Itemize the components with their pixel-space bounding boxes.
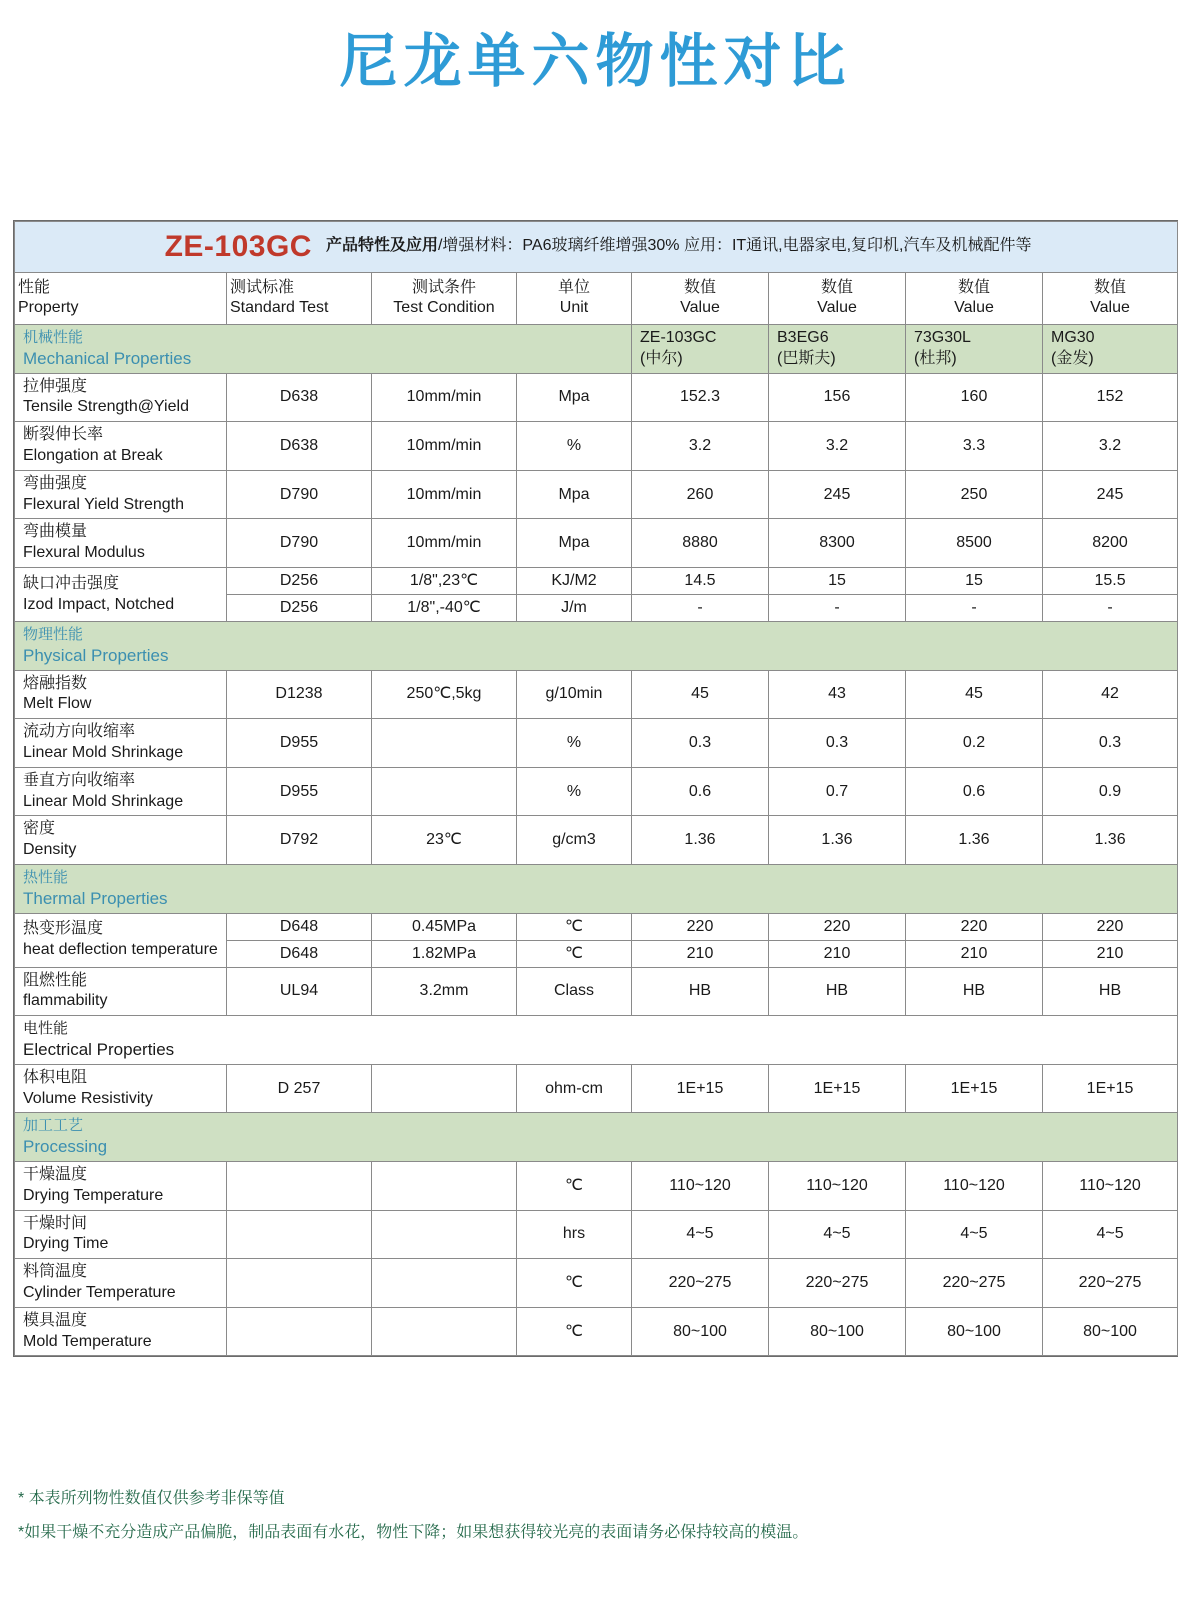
table-row: [15, 422, 1178, 471]
standard-test-cell: D638: [227, 422, 372, 471]
value-cell: 14.5: [632, 568, 769, 595]
test-condition-cell: 3.2mm: [372, 967, 517, 1016]
unit-cell: ℃: [517, 1162, 632, 1211]
section-header-row: [15, 325, 1178, 374]
value-cell: 8200: [1043, 519, 1178, 568]
value-cell: 0.9: [1043, 767, 1178, 816]
value-cell: HB: [769, 967, 906, 1016]
value-cell: 3.2: [769, 422, 906, 471]
section-header-row: [15, 1113, 1178, 1162]
table-row: [15, 1064, 1178, 1113]
value-cell: 110~120: [1043, 1162, 1178, 1211]
spec-table-container: [13, 220, 1178, 1357]
value-cell: 43: [769, 670, 906, 719]
header-unit: 单位 Unit: [517, 272, 632, 325]
value-cell: HB: [906, 967, 1043, 1016]
test-condition-cell: 1/8",-40℃: [372, 595, 517, 622]
value-cell: 1E+15: [769, 1064, 906, 1113]
value-cell: 8880: [632, 519, 769, 568]
standard-test-cell: [227, 1162, 372, 1211]
table-row: [15, 913, 1178, 940]
value-cell: 1.36: [1043, 816, 1178, 865]
value-cell: HB: [632, 967, 769, 1016]
value-cell: 1E+15: [1043, 1064, 1178, 1113]
unit-cell: Class: [517, 967, 632, 1016]
standard-test-cell: D790: [227, 470, 372, 519]
value-cell: 210: [1043, 940, 1178, 967]
value-cell: -: [632, 595, 769, 622]
table-row: [15, 373, 1178, 422]
unit-cell: ℃: [517, 1307, 632, 1356]
standard-test-cell: D 257: [227, 1064, 372, 1113]
value-cell: 80~100: [906, 1307, 1043, 1356]
unit-cell: %: [517, 422, 632, 471]
value-cell: 245: [1043, 470, 1178, 519]
footnotes: [18, 1482, 1168, 1549]
value-cell: 3.3: [906, 422, 1043, 471]
standard-test-cell: D1238: [227, 670, 372, 719]
property-label: 弯曲强度 Flexural Yield Strength: [15, 470, 227, 519]
test-condition-cell: 10mm/min: [372, 422, 517, 471]
value-cell: 0.2: [906, 719, 1043, 768]
property-label: 模具温度 Mold Temperature: [15, 1307, 227, 1356]
value-cell: -: [1043, 595, 1178, 622]
value-cell: 3.2: [632, 422, 769, 471]
standard-test-cell: D638: [227, 373, 372, 422]
header-value-3: 数值 Value: [906, 272, 1043, 325]
property-label: 体积电阻 Volume Resistivity: [15, 1064, 227, 1113]
table-row: [15, 816, 1178, 865]
table-row: [15, 670, 1178, 719]
column-product-2: B3EG6 (巴斯夫): [769, 325, 906, 374]
value-cell: 0.3: [769, 719, 906, 768]
unit-cell: g/cm3: [517, 816, 632, 865]
table-row: [15, 967, 1178, 1016]
value-cell: 260: [632, 470, 769, 519]
column-product-1: ZE-103GC (中尔): [632, 325, 769, 374]
test-condition-cell: 10mm/min: [372, 470, 517, 519]
value-cell: 1E+15: [632, 1064, 769, 1113]
header-standard-test: 测试标准 Standard Test: [227, 272, 372, 325]
value-cell: -: [906, 595, 1043, 622]
test-condition-cell: [372, 1162, 517, 1211]
property-label: 弯曲模量 Flexural Modulus: [15, 519, 227, 568]
table-row: [15, 519, 1178, 568]
property-label: 流动方向收缩率 Linear Mold Shrinkage: [15, 719, 227, 768]
product-description: [326, 236, 1032, 258]
column-product-3: 73G30L (杜邦): [906, 325, 1043, 374]
column-product-4: MG30 (金发): [1043, 325, 1178, 374]
standard-test-cell: D955: [227, 767, 372, 816]
standard-test-cell: [227, 1307, 372, 1356]
spec-table: [14, 221, 1178, 1356]
product-description-label: 产品特性及应用: [325, 236, 438, 254]
table-row: [15, 1307, 1178, 1356]
unit-cell: J/m: [517, 595, 632, 622]
test-condition-cell: 1/8",23℃: [372, 568, 517, 595]
standard-test-cell: [227, 1259, 372, 1308]
table-row: [15, 767, 1178, 816]
test-condition-cell: [372, 1259, 517, 1308]
value-cell: 80~100: [769, 1307, 906, 1356]
value-cell: 80~100: [1043, 1307, 1178, 1356]
footnote-1: * 本表所列物性数值仅供参考非保等值: [18, 1490, 285, 1507]
test-condition-cell: 23℃: [372, 816, 517, 865]
property-label: 缺口冲击强度 Izod Impact, Notched: [15, 568, 227, 622]
test-condition-cell: [372, 1210, 517, 1259]
value-cell: 15.5: [1043, 568, 1178, 595]
header-value-1: 数值 Value: [632, 272, 769, 325]
table-row: [15, 719, 1178, 768]
value-cell: 220~275: [906, 1259, 1043, 1308]
value-cell: 210: [906, 940, 1043, 967]
value-cell: 15: [906, 568, 1043, 595]
section-title: 热性能 Thermal Properties: [15, 865, 1178, 914]
table-row: [15, 1210, 1178, 1259]
property-label: 熔融指数 Melt Flow: [15, 670, 227, 719]
standard-test-cell: UL94: [227, 967, 372, 1016]
unit-cell: ℃: [517, 940, 632, 967]
value-cell: 210: [632, 940, 769, 967]
test-condition-cell: [372, 767, 517, 816]
value-cell: 15: [769, 568, 906, 595]
unit-cell: KJ/M2: [517, 568, 632, 595]
header-test-condition: 测试条件 Test Condition: [372, 272, 517, 325]
unit-cell: Mpa: [517, 519, 632, 568]
value-cell: 4~5: [769, 1210, 906, 1259]
test-condition-cell: [372, 1307, 517, 1356]
section-title: 物理性能 Physical Properties: [15, 622, 1178, 671]
section-title: 机械性能 Mechanical Properties: [15, 325, 632, 374]
value-cell: 4~5: [1043, 1210, 1178, 1259]
value-cell: 152: [1043, 373, 1178, 422]
value-cell: 0.6: [632, 767, 769, 816]
value-cell: 110~120: [769, 1162, 906, 1211]
test-condition-cell: 10mm/min: [372, 373, 517, 422]
value-cell: 1E+15: [906, 1064, 1043, 1113]
value-cell: 1.36: [632, 816, 769, 865]
unit-cell: ℃: [517, 913, 632, 940]
value-cell: 220: [906, 913, 1043, 940]
standard-test-cell: D256: [227, 568, 372, 595]
value-cell: 210: [769, 940, 906, 967]
property-label: 密度 Density: [15, 816, 227, 865]
value-cell: 110~120: [632, 1162, 769, 1211]
property-label: 阻燃性能 flammability: [15, 967, 227, 1016]
unit-cell: g/10min: [517, 670, 632, 719]
value-cell: 45: [632, 670, 769, 719]
value-cell: 0.3: [632, 719, 769, 768]
value-cell: -: [769, 595, 906, 622]
standard-test-cell: D648: [227, 913, 372, 940]
section-header-row: [15, 865, 1178, 914]
test-condition-cell: 1.82MPa: [372, 940, 517, 967]
unit-cell: ohm-cm: [517, 1064, 632, 1113]
footnote-2: *如果干燥不充分造成产品偏脆，制品表面有水花，物性下降；如果想获得较光亮的表面请务必保持较高的模温。: [18, 1523, 809, 1541]
value-cell: 4~5: [632, 1210, 769, 1259]
value-cell: 220: [632, 913, 769, 940]
value-cell: 110~120: [906, 1162, 1043, 1211]
standard-test-cell: D792: [227, 816, 372, 865]
table-row: [15, 470, 1178, 519]
value-cell: 156: [769, 373, 906, 422]
value-cell: 220: [1043, 913, 1178, 940]
value-cell: 0.7: [769, 767, 906, 816]
value-cell: 0.3: [1043, 719, 1178, 768]
test-condition-cell: [372, 1064, 517, 1113]
section-title: 加工工艺 Processing: [15, 1113, 1178, 1162]
property-label: 干燥时间 Drying Time: [15, 1210, 227, 1259]
value-cell: 8300: [769, 519, 906, 568]
value-cell: 4~5: [906, 1210, 1043, 1259]
value-cell: 250: [906, 470, 1043, 519]
section-title: 电性能 Electrical Properties: [15, 1016, 1178, 1065]
header-value-2: 数值 Value: [769, 272, 906, 325]
unit-cell: hrs: [517, 1210, 632, 1259]
test-condition-cell: 0.45MPa: [372, 913, 517, 940]
standard-test-cell: [227, 1210, 372, 1259]
value-cell: 1.36: [906, 816, 1043, 865]
value-cell: 1.36: [769, 816, 906, 865]
property-label: 断裂伸长率 Elongation at Break: [15, 422, 227, 471]
property-label: 干燥温度 Drying Temperature: [15, 1162, 227, 1211]
standard-test-cell: D648: [227, 940, 372, 967]
table-row: [15, 1162, 1178, 1211]
test-condition-cell: 250℃,5kg: [372, 670, 517, 719]
section-header-row: [15, 1016, 1178, 1065]
property-label: 热变形温度 heat deflection temperature: [15, 913, 227, 967]
page-title: 尼龙单六物性对比: [339, 29, 852, 94]
value-cell: 220~275: [632, 1259, 769, 1308]
unit-cell: %: [517, 719, 632, 768]
standard-test-cell: D790: [227, 519, 372, 568]
property-label: 垂直方向收缩率 Linear Mold Shrinkage: [15, 767, 227, 816]
table-row: [15, 568, 1178, 595]
product-banner: [15, 222, 1178, 273]
value-cell: 152.3: [632, 373, 769, 422]
header-property: 性能 Property: [15, 272, 227, 325]
value-cell: 3.2: [1043, 422, 1178, 471]
table-row: [15, 1259, 1178, 1308]
unit-cell: Mpa: [517, 373, 632, 422]
value-cell: 245: [769, 470, 906, 519]
test-condition-cell: 10mm/min: [372, 519, 517, 568]
value-cell: 220~275: [769, 1259, 906, 1308]
value-cell: 160: [906, 373, 1043, 422]
standard-test-cell: D256: [227, 595, 372, 622]
property-label: 拉伸强度 Tensile Strength@Yield: [15, 373, 227, 422]
standard-test-cell: D955: [227, 719, 372, 768]
property-label: 料筒温度 Cylinder Temperature: [15, 1259, 227, 1308]
table-header-row: [15, 272, 1178, 325]
value-cell: 8500: [906, 519, 1043, 568]
value-cell: 220: [769, 913, 906, 940]
section-header-row: [15, 622, 1178, 671]
value-cell: 0.6: [906, 767, 1043, 816]
product-description-text: /增强材料：PA6玻璃纤维增强30% 应用：IT通讯,电器家电,复印机,汽车及机械配件等: [437, 236, 1032, 254]
unit-cell: ℃: [517, 1259, 632, 1308]
unit-cell: %: [517, 767, 632, 816]
unit-cell: Mpa: [517, 470, 632, 519]
value-cell: 220~275: [1043, 1259, 1178, 1308]
value-cell: 45: [906, 670, 1043, 719]
header-value-4: 数值 Value: [1043, 272, 1178, 325]
test-condition-cell: [372, 719, 517, 768]
value-cell: 42: [1043, 670, 1178, 719]
value-cell: 80~100: [632, 1307, 769, 1356]
product-code: ZE-103GC: [164, 230, 312, 263]
value-cell: HB: [1043, 967, 1178, 1016]
